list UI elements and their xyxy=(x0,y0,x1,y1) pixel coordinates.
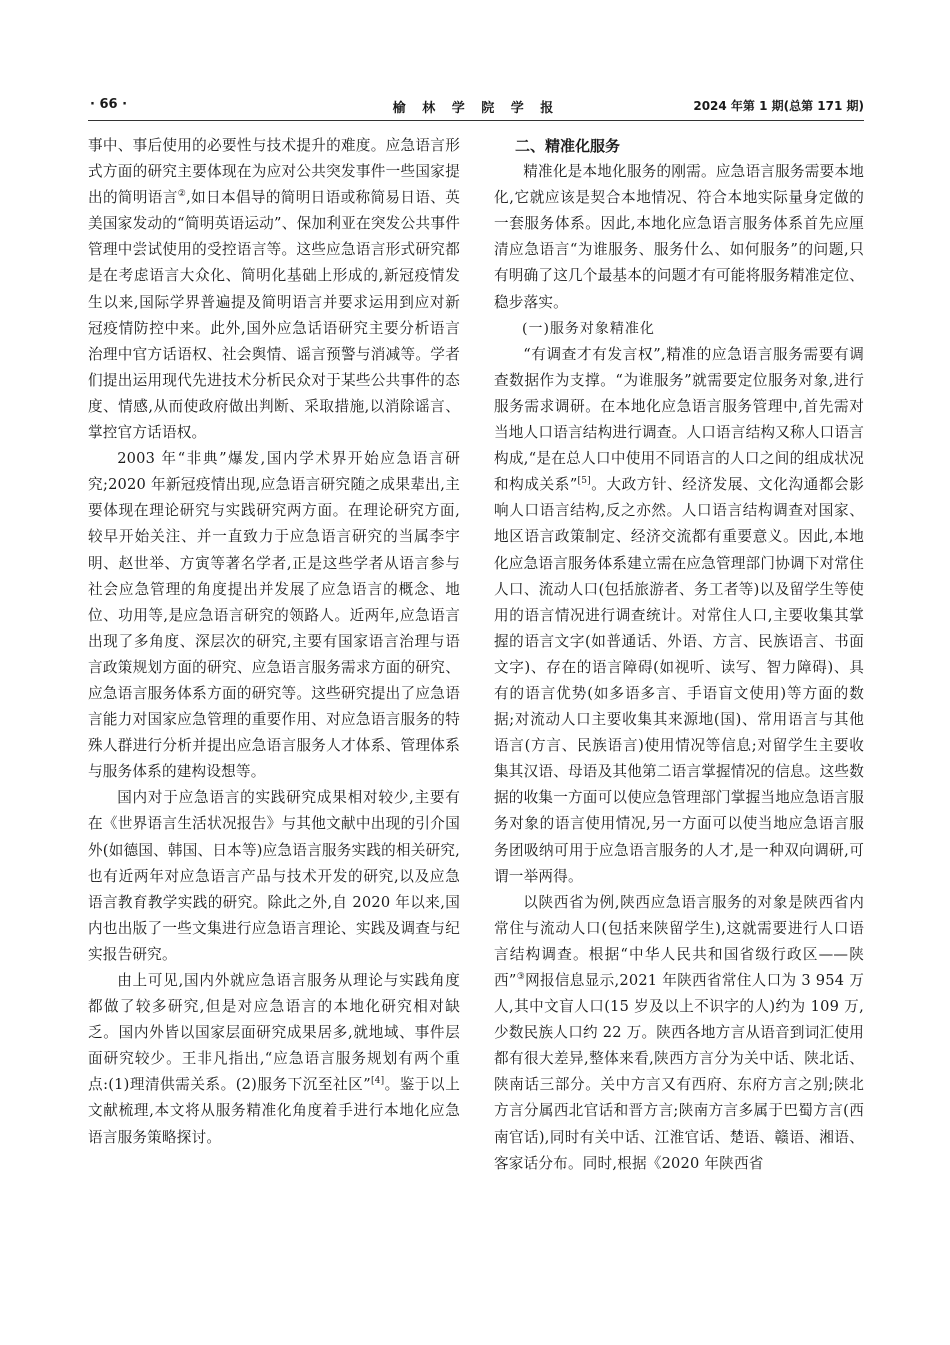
paragraph-text: “有调查才有发言权”,精准的应急语言服务需要有调查数据作为支撑。“为谁服务”就需要定位服务对象,进行服务需求调研。在本地化应急语言服务管理中,首先需对当地人口语言结构进行调查。人口语言结构又称人口语言构成,“是在总人口中使用不同语言的人口之间的组成状况和构成关系” xyxy=(494,345,864,494)
right-column xyxy=(494,133,864,1177)
paragraph: 精准化是本地化服务的刚需。应急语言服务需要本地化,它就应该是契合本地情况、符合本地实际量身定做的一套服务体系。因此,本地化应急语言服务体系首先应厘清应急语言“为谁服务、服务什么、如何服务”的问题,只有明确了这几个最基本的问题才有可能将服务精准定位、稳步落实。 xyxy=(494,163,864,311)
citation-ref[interactable]: [5] xyxy=(577,476,591,487)
paragraph xyxy=(494,342,864,890)
paragraph xyxy=(494,890,864,1177)
paragraph-text: 事中、事后使用的必要性与技术提升的难度。应急语言形式方面的研究主要体现在为应对公共突发事件一些国家提出的简明语言 xyxy=(88,137,460,207)
issue-info: 2024 年第 1 期(总第 171 期) xyxy=(693,99,864,113)
header-rule xyxy=(88,120,864,121)
running-header xyxy=(88,94,864,118)
paragraph-text: 网报信息显示,2021 年陕西省常住人口为 3 954 万人,其中文盲人口(15 岁及以上不识字的人)约为 109 万,少数民族人口约 22 万。陕西各地方言从语音到词汇使用都有很大差异,整体来看,陕西方言分为关中话、陕北话、陕南话三部分。关中方言又有西府、东府方言之别;陕北方言分属西北官话和晋方言;陕南方言多属于巴蜀方言(西南官话),同时有关中话、江淮官话、楚语、赣语、湘语、客家话分布。同时,根据《2020 年陕西省 xyxy=(494,972,864,1172)
page-number: · 66 · xyxy=(90,97,128,112)
footnote-marker[interactable]: ② xyxy=(177,189,187,200)
paragraph: 2003 年“非典”爆发,国内学术界开始应急语言研究;2020 年新冠疫情出现,应急语言研究随之成果辈出,主要体现在理论研究与实践研究两方面。在理论研究方面,较早开始关注、并一直致力于应急语言研究的当属李宇明、赵世举、方寅等著名学者,正是这些学者从语言参与社会应急管理的角度提出并发展了应急语言的概念、地位、功用等,是应急语言研究的领路人。近两年,应急语言出现了多角度、深层次的研究,主要有国家语言治理与语言政策规划方面的研究、应急语言服务需求方面的研究、应急语言服务体系方面的研究等。这些研究提出了应急语言能力对国家应急管理的重要作用、对应急语言服务的特殊人群进行分析并提出应急语言服务人才体系、管理体系与服务体系的建构设想等。 xyxy=(88,450,460,781)
footnote-marker[interactable]: ③ xyxy=(516,972,526,983)
paragraph-text: 由上可见,国内外就应急语言服务从理论与实践角度都做了较多研究,但是对应急语言的本地化研究相对缺乏。国内外皆以国家层面研究成果居多,就地域、事件层面研究较少。王非凡指出,“应急语言服务规划有两个重点:(1)理清供需关系。(2)服务下沉至社区” xyxy=(88,972,460,1094)
journal-name: 榆 林 学 院 学 报 xyxy=(392,101,560,116)
section-title: 二、精准化服务 xyxy=(515,137,621,155)
citation-ref[interactable]: [4] xyxy=(370,1076,385,1087)
paragraph-text: 。大政方针、经济发展、文化沟通都会影响人口语言结构,反之亦然。人口语言结构调查对国家、地区语言政策制定、经济交流都有重要意义。因此,本地化应急语言服务体系建立需在应急管理部门协调下对常住人口、流动人口(包括旅游者、务工者等)以及留学生等使用的语言情况进行调查统计。对常住人口,主要收集其掌握的语言文字(如普通话、外语、方言、民族语言、书面文字)、存在的语言障碍(如视听、读写、智力障碍)、具有的语言优势(如多语多言、手语盲文使用)等方面的数据;对流动人口主要收集其来源地(国)、常用语言与其他语言(方言、民族语言)使用情况等信息;对留学生主要收集其汉语、母语及其他第二语言掌握情况的信息。这些数据的收集一方面可以使应急管理部门掌握当地应急语言服务对象的语言使用情况,另一方面可以使当地应急语言服务团吸纳可用于应急语言服务的人才,是一种双向调研,可谓一举两得。 xyxy=(494,476,864,885)
paragraph-text: ,如日本倡导的简明日语或称简易日语、英美国家发动的“简明英语运动”、保加利亚在突发公共事件管理中尝试使用的受控语言等。这些应急语言形式研究都是在考虑语言大众化、简明化基础上形成的,新冠疫情发生以来,国际学界普遍提及简明语言并要求运用到应对新冠疫情防控中来。此外,国外应急话语研究主要分析语言治理中官方话语权、社会舆情、谣言预警与消减等。学者们提出运用现代先进技术分析民众对于某些公共事件的态度、情感,从而使政府做出判断、采取措施,以消除谣言、掌控官方话语权。 xyxy=(88,189,460,442)
left-column xyxy=(88,133,460,1151)
paragraph-text: 。鉴于以上文献梳理,本文将从服务精准化角度着手进行本地化应急语言服务策略探讨。 xyxy=(88,1076,460,1146)
paragraph-text: 以陕西省为例,陕西应急语言服务的对象是陕西省内常住与流动人口(包括来陕留学生),这就需要进行人口语言结构调查。根据“中华人民共和国省级行政区——陕西” xyxy=(494,893,864,989)
paragraph xyxy=(88,968,460,1151)
paragraph xyxy=(88,133,460,446)
paragraph: 国内对于应急语言的实践研究成果相对较少,主要有在《世界语言生活状况报告》与其他文献中出现的引介国外(如德国、韩国、日本等)应急语言服务实践的相关研究,也有近两年对应急语言产品与技术开发的研究,以及应急语言教育教学实践的研究。除此之外,自 2020 年以来,国内也出版了一些文集进行应急语言理论、实践及调查与纪实报告研究。 xyxy=(88,789,460,963)
subsection-title: (一)服务对象精准化 xyxy=(522,320,655,337)
